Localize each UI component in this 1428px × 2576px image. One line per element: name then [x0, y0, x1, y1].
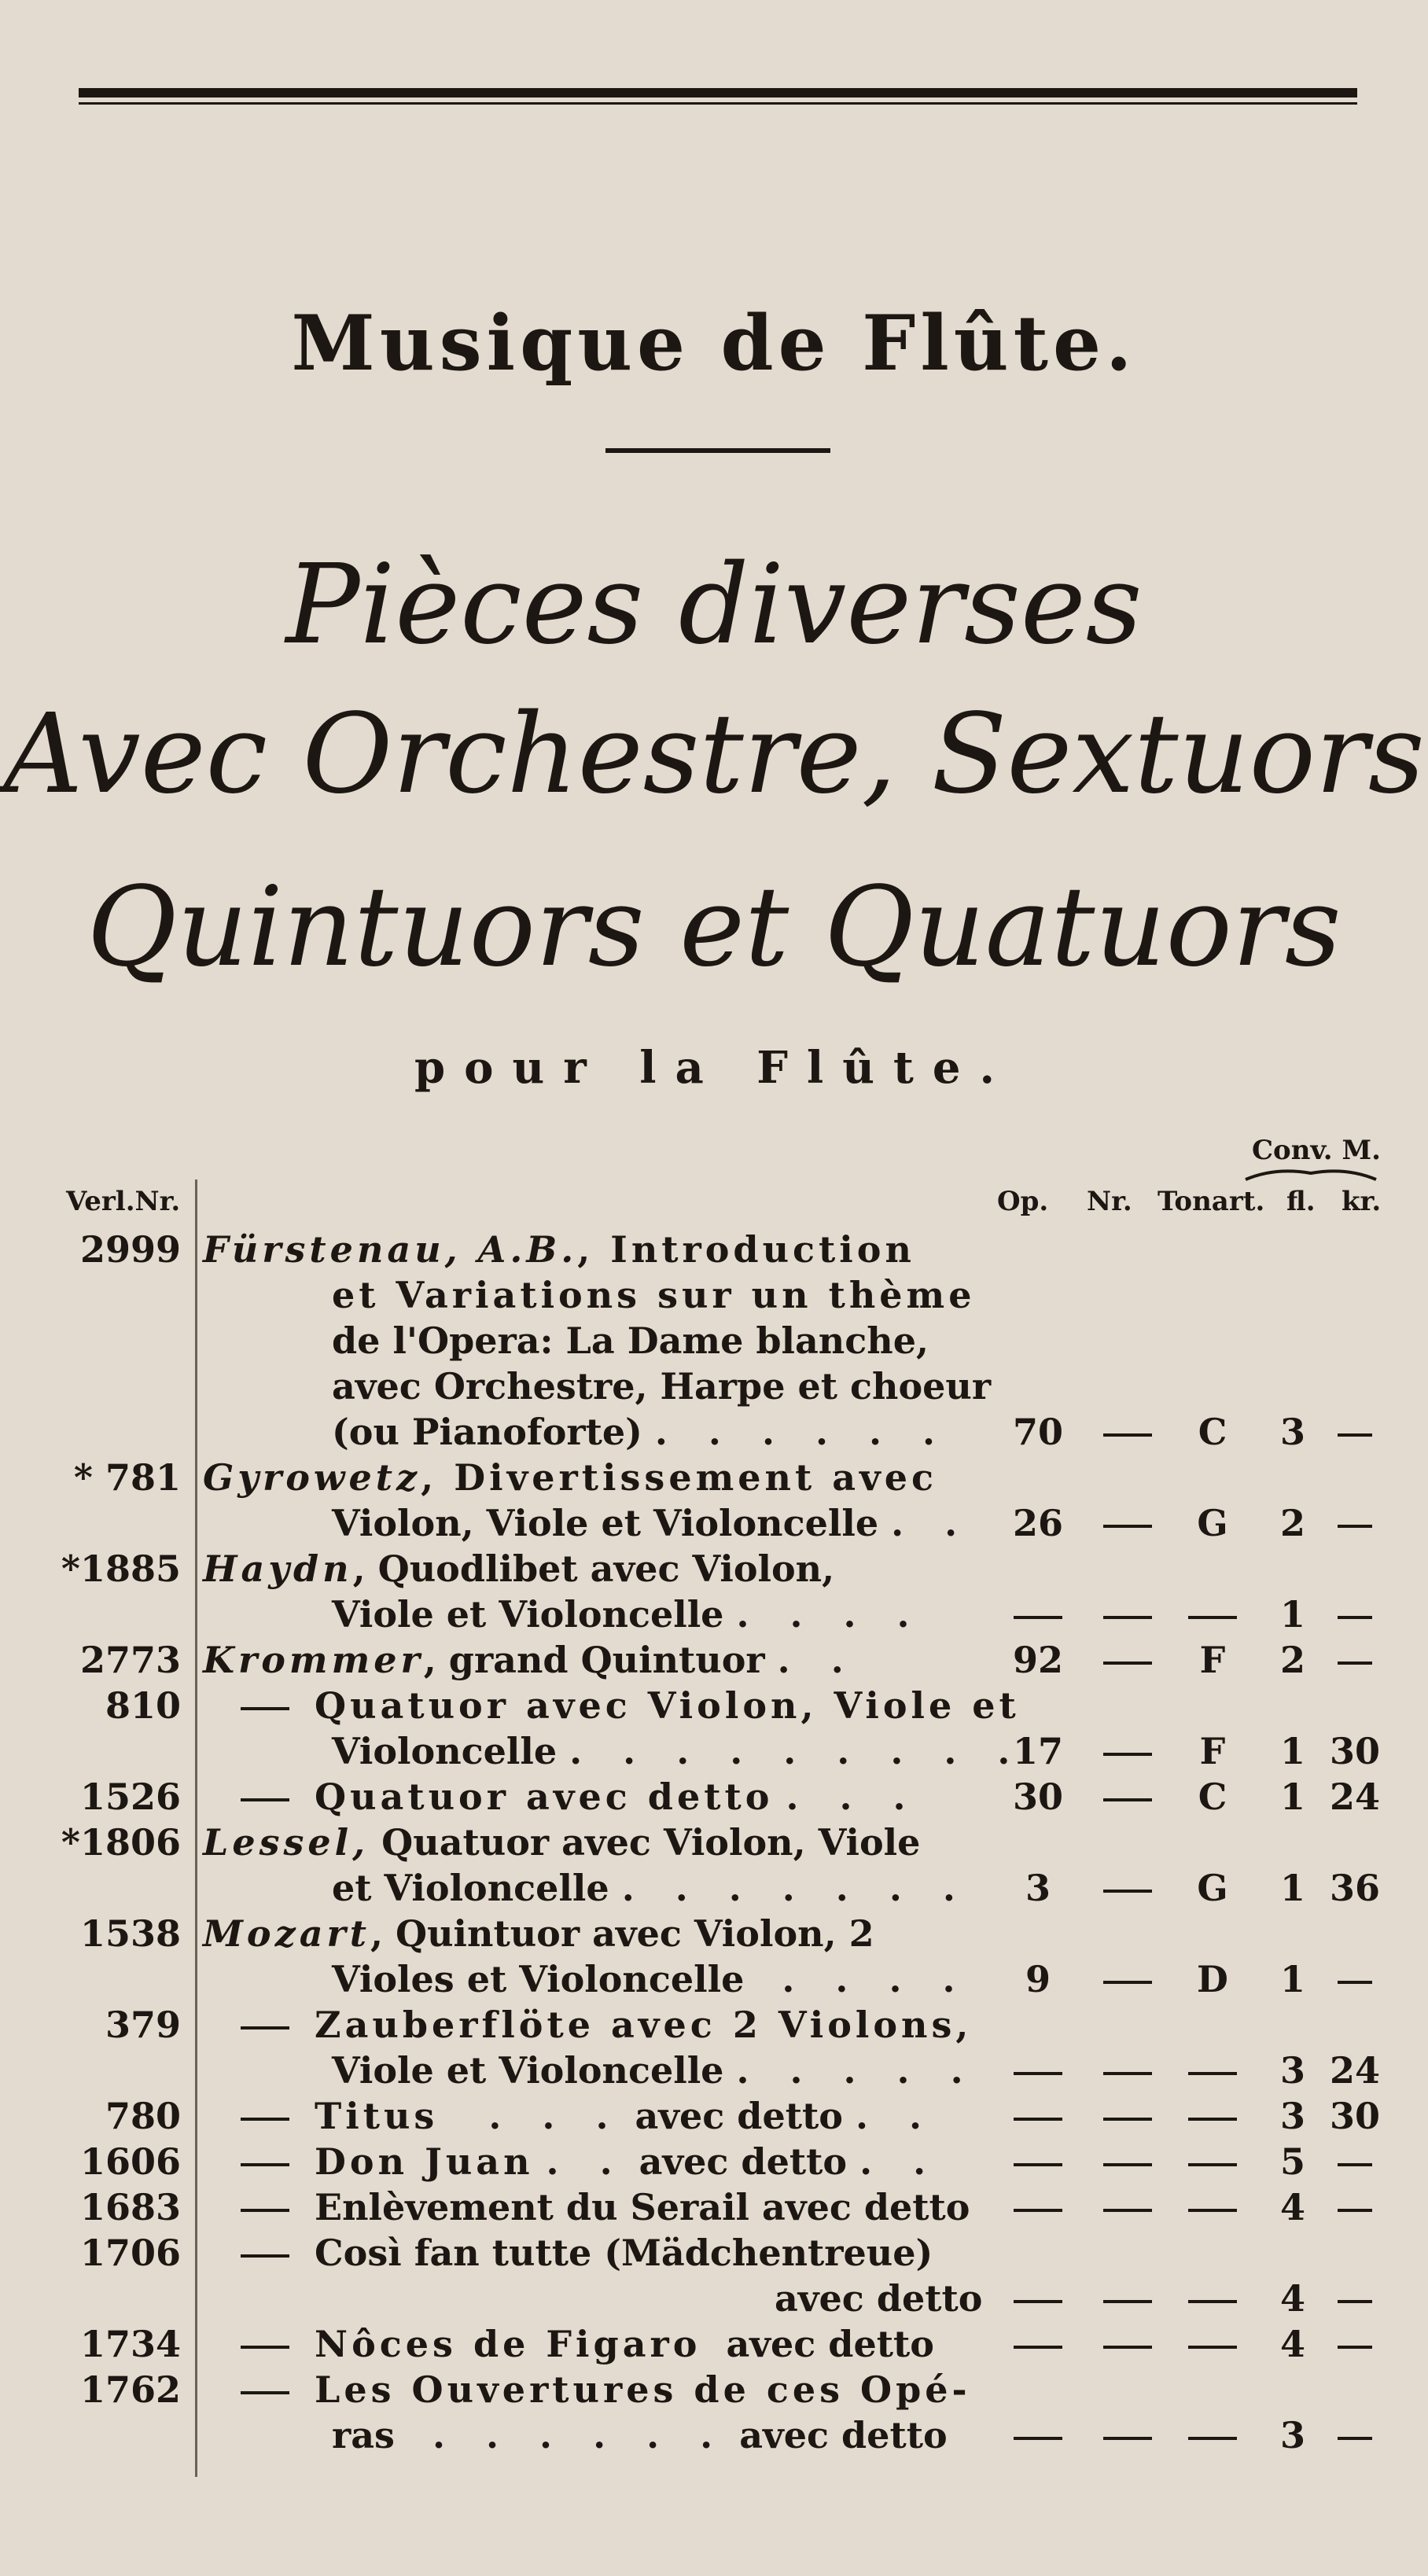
- header-kreuzer: kr.: [1342, 1186, 1382, 1217]
- header-key: Tonart.: [1157, 1186, 1265, 1217]
- entry-text: Les Ouvertures de ces Opé-: [241, 2367, 971, 2412]
- key-cell: F: [1199, 1639, 1226, 1681]
- table-row: [0, 2048, 1428, 2093]
- kreuzer-cell: [1321, 1409, 1389, 1455]
- entry-text: avec detto: [775, 2277, 983, 2320]
- ditto-dash: [241, 2254, 289, 2258]
- entry-text: Nôces de Figaro avec detto: [241, 2321, 934, 2367]
- entry-text: avec Orchestre, Harpe et choeur: [332, 1365, 992, 1408]
- entry-text: Enlèvement du Serail avec detto: [241, 2184, 970, 2230]
- nr-cell: [1095, 2048, 1161, 2093]
- key-cell: G: [1197, 1867, 1228, 1909]
- table-row: [0, 1820, 1428, 1865]
- entry-text: Zauberflöte avec 2 Violons,: [241, 2002, 972, 2048]
- header-opus: Op.: [997, 1186, 1049, 1217]
- opus-cell: [996, 2412, 1080, 2458]
- table-row: [0, 1546, 1428, 1592]
- catalog-number: 1538: [79, 1912, 181, 1955]
- entry-text: Titus . . . avec detto . .: [241, 2093, 936, 2139]
- ditto-dash: [241, 2163, 289, 2166]
- header-number: Verl.Nr.: [66, 1186, 181, 1217]
- opus-cell: [996, 2184, 1080, 2230]
- table-row: [0, 1455, 1428, 1500]
- entry-text: Quatuor avec Violon, Viole et: [241, 1683, 1020, 1728]
- kreuzer-cell: [1321, 2139, 1389, 2184]
- florin-cell: 1: [1279, 1776, 1305, 1818]
- catalog-number: 1706: [79, 2232, 181, 2274]
- key-cell: G: [1197, 1502, 1228, 1544]
- opus-cell: 9: [1025, 1958, 1051, 2000]
- nr-cell: [1095, 1728, 1161, 1774]
- catalog-number: 810: [105, 1684, 181, 1727]
- entry-text: Don Juan . . avec detto . .: [241, 2139, 940, 2184]
- nr-cell: [1095, 1409, 1161, 1455]
- subtitle-instrument: pour la Flûte.: [414, 1042, 1014, 1094]
- florin-cell: 1: [1279, 1867, 1305, 1909]
- table-row: [0, 1683, 1428, 1728]
- table-row: [0, 2276, 1428, 2321]
- catalog-number: *1806: [61, 1821, 181, 1864]
- entry-text: de l'Opera: La Dame blanche,: [332, 1319, 929, 1362]
- table-row: [0, 1637, 1428, 1683]
- composer-name: Fürstenau, A.B.: [203, 1228, 578, 1271]
- kreuzer-cell: 30: [1329, 2095, 1380, 2137]
- opus-cell: [996, 2321, 1080, 2367]
- table-row: [0, 1911, 1428, 1956]
- opus-cell: [996, 2093, 1080, 2139]
- header-florin: fl.: [1286, 1186, 1316, 1217]
- opus-cell: 17: [1012, 1730, 1063, 1772]
- entry-text: et Violoncelle . . . . . . .: [332, 1867, 970, 1909]
- catalog-number: 2773: [79, 1639, 181, 1681]
- currency-brace-icon: [1244, 1164, 1378, 1184]
- header-currency: Conv. M.: [1252, 1135, 1381, 1166]
- catalog-number: 1762: [79, 2368, 181, 2411]
- composer-name: Lessel,: [203, 1821, 370, 1864]
- composer-name: Krommer: [203, 1639, 424, 1681]
- entry-text: Violon, Viole et Violoncelle . .: [332, 1502, 972, 1544]
- entry-text: (ou Pianoforte) . . . . . .: [332, 1411, 950, 1453]
- florin-cell: 2: [1279, 1639, 1305, 1681]
- opus-cell: [996, 1592, 1080, 1637]
- composer-name: Mozart: [203, 1912, 371, 1955]
- table-row: [0, 2139, 1428, 2184]
- catalog-number: 2999: [79, 1228, 181, 1271]
- nr-cell: [1095, 1637, 1161, 1683]
- entry-text: [203, 1820, 920, 1865]
- key-cell: [1167, 2276, 1258, 2321]
- nr-cell: [1095, 1956, 1161, 2002]
- nr-cell: [1095, 2093, 1161, 2139]
- table-row: [0, 1409, 1428, 1455]
- table-row: [0, 1272, 1428, 1318]
- ditto-dash: [241, 2118, 289, 2121]
- kreuzer-cell: [1321, 2276, 1389, 2321]
- entry-text: Quatuor avec detto . . .: [241, 1774, 920, 1820]
- table-row: [0, 1363, 1428, 1409]
- ditto-dash: [241, 2391, 289, 2394]
- key-cell: [1167, 2139, 1258, 2184]
- kreuzer-cell: [1321, 1500, 1389, 1546]
- key-cell: [1167, 2321, 1258, 2367]
- table-row: [0, 2321, 1428, 2367]
- entry-text: Krommer, grand Quintuor . .: [203, 1639, 858, 1681]
- florin-cell: 4: [1279, 2277, 1305, 2320]
- ditto-dash: [241, 2026, 289, 2030]
- key-cell: [1167, 2048, 1258, 2093]
- title-separator: [605, 448, 830, 453]
- kreuzer-cell: 30: [1329, 1730, 1380, 1772]
- table-row: [0, 2367, 1428, 2412]
- table-row: [0, 1592, 1428, 1637]
- table-row: [0, 2412, 1428, 2458]
- kreuzer-cell: [1321, 1956, 1389, 2002]
- catalog-number: * 781: [73, 1456, 181, 1499]
- opus-cell: 70: [1012, 1411, 1063, 1453]
- entry-text: Viole et Violoncelle . . . . .: [332, 2049, 977, 2092]
- entry-text: Violoncelle . . . . . . . . .: [332, 1730, 1025, 1772]
- opus-cell: 26: [1012, 1502, 1063, 1544]
- kreuzer-cell: 24: [1329, 2049, 1380, 2092]
- table-row: [0, 1318, 1428, 1363]
- catalog-number: 1734: [79, 2323, 181, 2365]
- entry-title: , Quintuor avec Violon, 2: [370, 1912, 874, 1955]
- entry-text: Viole et Violoncelle . . . .: [332, 1593, 924, 1636]
- key-cell: F: [1199, 1730, 1226, 1772]
- florin-cell: 3: [1279, 1411, 1305, 1453]
- nr-cell: [1095, 1500, 1161, 1546]
- table-row: [0, 2093, 1428, 2139]
- entry-text: ras . . . . . . avec detto: [332, 2414, 948, 2456]
- entry-title: , Quodlibet avec Violon,: [352, 1547, 835, 1590]
- table-row: [0, 1728, 1428, 1774]
- nr-cell: [1095, 2139, 1161, 2184]
- florin-cell: 1: [1279, 1958, 1305, 2000]
- composer-name: Gyrowetz: [203, 1456, 421, 1499]
- subtitle-line-1: Pièces diverses: [285, 541, 1143, 669]
- catalog-number: *1885: [61, 1547, 181, 1590]
- subtitle-line-3: Quintuors et Quatuors: [86, 863, 1342, 992]
- key-cell: C: [1198, 1411, 1227, 1453]
- table-row: [0, 1865, 1428, 1911]
- kreuzer-cell: 36: [1329, 1867, 1380, 1909]
- kreuzer-cell: [1321, 2412, 1389, 2458]
- entry-text: Così fan tutte (Mädchentreue): [241, 2230, 933, 2276]
- entry-text: Violes et Violoncelle . . . .: [332, 1958, 970, 2000]
- florin-cell: 3: [1279, 2049, 1305, 2092]
- table-row: [0, 2184, 1428, 2230]
- ditto-dash: [241, 1707, 289, 1710]
- ditto-dash: [241, 2209, 289, 2212]
- composer-name: Haydn: [203, 1547, 353, 1590]
- kreuzer-cell: [1321, 2321, 1389, 2367]
- subtitle-line-2: Avec Orchestre, Sextuors: [3, 690, 1425, 819]
- florin-cell: 3: [1279, 2414, 1305, 2456]
- kreuzer-cell: 24: [1329, 1776, 1380, 1818]
- entry-title: , Divertissement avec: [421, 1456, 938, 1499]
- entry-title: , Introduction: [577, 1228, 915, 1271]
- table-row: [0, 1227, 1428, 1272]
- top-rule-thick: [79, 88, 1357, 98]
- florin-cell: 1: [1279, 1730, 1305, 1772]
- opus-cell: [996, 2276, 1080, 2321]
- nr-cell: [1095, 2412, 1161, 2458]
- catalog-number: 1526: [79, 1776, 181, 1818]
- kreuzer-cell: [1321, 2184, 1389, 2230]
- opus-cell: 92: [1012, 1639, 1063, 1681]
- key-cell: [1167, 2412, 1258, 2458]
- table-row: [0, 2230, 1428, 2276]
- entry-title: Quatuor avec Violon, Viole: [369, 1821, 921, 1864]
- catalog-number: 379: [105, 2004, 181, 2046]
- florin-cell: 4: [1279, 2186, 1305, 2228]
- top-rule-thin: [79, 102, 1357, 105]
- florin-cell: 1: [1279, 1593, 1305, 1636]
- catalog-number: 1606: [79, 2140, 181, 2183]
- florin-cell: 2: [1279, 1502, 1305, 1544]
- key-cell: C: [1198, 1776, 1227, 1818]
- ditto-dash: [241, 2346, 289, 2349]
- florin-cell: 3: [1279, 2095, 1305, 2137]
- nr-cell: [1095, 1774, 1161, 1820]
- opus-cell: 30: [1012, 1776, 1063, 1818]
- catalog-number: 1683: [79, 2186, 181, 2228]
- nr-cell: [1095, 1865, 1161, 1911]
- table-row: [0, 1956, 1428, 2002]
- florin-cell: 4: [1279, 2323, 1305, 2365]
- opus-cell: [996, 2048, 1080, 2093]
- entry-text: [203, 1227, 915, 1272]
- nr-cell: [1095, 2321, 1161, 2367]
- catalog-number: 780: [105, 2095, 181, 2137]
- entry-text: et Variations sur un thème: [332, 1274, 976, 1316]
- nr-cell: [1095, 2276, 1161, 2321]
- key-cell: D: [1197, 1958, 1228, 2000]
- ditto-dash: [241, 1798, 289, 1801]
- table-row: [0, 2002, 1428, 2048]
- entry-text: [203, 1455, 937, 1500]
- key-cell: [1167, 2093, 1258, 2139]
- table-row: [0, 1500, 1428, 1546]
- florin-cell: 5: [1279, 2140, 1305, 2183]
- nr-cell: [1095, 1592, 1161, 1637]
- opus-cell: [996, 2139, 1080, 2184]
- entry-text: [203, 1911, 874, 1956]
- page-title: Musique de Flûte.: [291, 299, 1137, 388]
- key-cell: [1167, 2184, 1258, 2230]
- table-row: [0, 1774, 1428, 1820]
- opus-cell: 3: [1025, 1867, 1051, 1909]
- key-cell: [1167, 1592, 1258, 1637]
- kreuzer-cell: [1321, 1637, 1389, 1683]
- kreuzer-cell: [1321, 1592, 1389, 1637]
- header-nr: Nr.: [1087, 1186, 1132, 1217]
- entry-title: , grand Quintuor: [423, 1639, 765, 1681]
- entry-text: [203, 1546, 834, 1592]
- nr-cell: [1095, 2184, 1161, 2230]
